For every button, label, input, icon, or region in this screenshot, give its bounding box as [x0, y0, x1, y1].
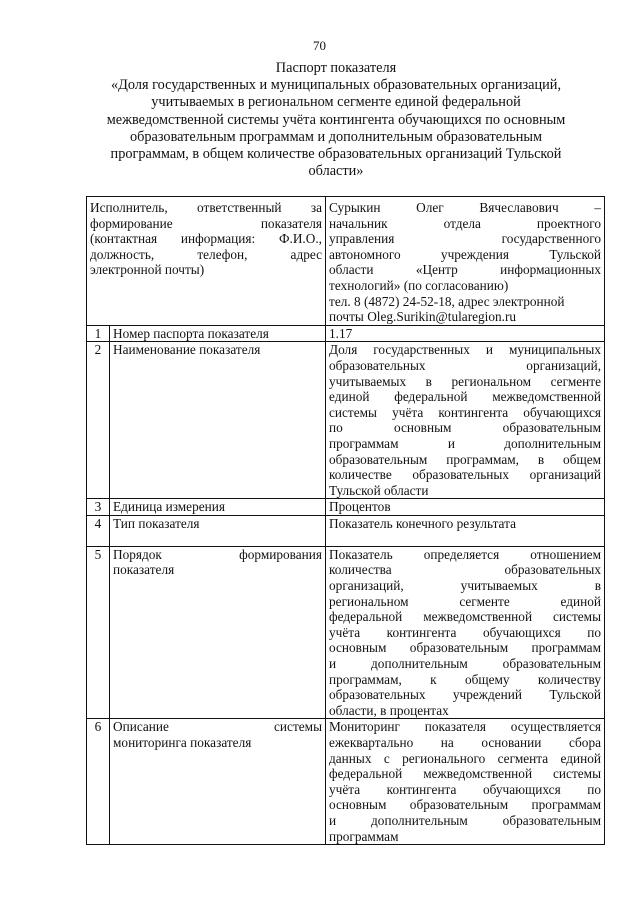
executor-label-line: Исполнитель, ответственный за	[90, 200, 323, 215]
row-value-cell	[326, 499, 605, 516]
row-number-cell: 5	[87, 546, 110, 719]
row-value-line: единой федеральной межведомственной	[329, 389, 602, 405]
executor-label-cell	[87, 197, 326, 326]
row-number-cell: 2	[87, 342, 110, 499]
row-value-cell	[326, 546, 605, 719]
table-row	[87, 719, 605, 845]
executor-label-line: формирование показателя	[90, 215, 323, 231]
executor-value-line: технологий» (по согласованию)	[329, 277, 509, 293]
row-value-line: и дополнительным образовательным	[329, 656, 602, 672]
row-value-cell	[326, 515, 605, 546]
row-value-cell	[326, 325, 605, 342]
executor-value-line: почты Oleg.Surikin@tularegion.ru	[329, 309, 517, 325]
row-value-line: области, в процентах	[329, 702, 449, 718]
row-value-line: федеральной межведомственной системы	[329, 766, 602, 782]
row-value-line: и дополнительным образовательным	[329, 812, 602, 828]
title-line: Паспорт показателя	[275, 60, 397, 76]
row-value-line: основным образовательным программам	[329, 797, 602, 813]
row-value-line: образовательным программам, в общем	[329, 451, 602, 467]
executor-value-line: начальник отдела проектного	[329, 215, 602, 231]
row-value-line: количестве образовательных организаций	[329, 467, 602, 483]
row-value-line: региональном сегменте единой	[329, 593, 602, 609]
row-value-line: учёта контингента обучающихся по	[329, 781, 602, 797]
row-value-line: программам и дополнительным	[329, 435, 602, 451]
row-value-line: образовательных организаций,	[329, 357, 602, 373]
row-value-line: Показатель определяется отношением	[329, 546, 602, 562]
title-line: образовательным программам и дополнительным образовательным	[129, 128, 543, 145]
row-value-line: Показатель конечного результата	[329, 515, 516, 531]
row-label-line: Наименование показателя	[113, 342, 261, 358]
title-line: программам, в общем количестве образовательных организаций Тульской	[110, 146, 562, 163]
row-number-cell: 1	[87, 325, 110, 342]
passport-title	[86, 60, 586, 180]
row-number-cell: 4	[87, 515, 110, 546]
row-number-cell: 3	[87, 499, 110, 516]
row-value-line: Доля государственных и муниципальных	[329, 342, 602, 358]
table-row	[87, 515, 605, 546]
executor-label-line: должность, телефон, адрес	[90, 246, 323, 262]
row-label-cell	[110, 546, 326, 719]
row-value-line: учитываемых в региональном сегменте	[329, 373, 602, 389]
row-label-cell	[110, 499, 326, 516]
row-value-line: по основным образовательным	[329, 420, 602, 436]
row-value-cell	[326, 342, 605, 499]
row-label-line: показателя	[113, 562, 175, 578]
row-label-line: Единица измерения	[113, 499, 225, 515]
title-line: «Доля государственных и муниципальных образовательных организаций,	[110, 77, 562, 94]
row-label-line: Порядок формирования	[113, 546, 323, 562]
executor-value-line: области «Центр информационных	[329, 262, 602, 278]
row-label-line: Тип показателя	[113, 515, 200, 531]
row-value-line: 1.17	[329, 325, 353, 341]
title-line: учитываемых в региональном сегменте единой федеральной	[151, 94, 521, 111]
row-value-line: федеральной межведомственной системы	[329, 609, 602, 625]
row-value-line: Тульской области	[329, 482, 429, 498]
row-value-line: данных с регионального сегмента единой	[329, 750, 602, 766]
row-number-cell: 6	[87, 719, 110, 845]
executor-row	[87, 197, 605, 326]
executor-value-line: тел. 8 (4872) 24-52-18, адрес электронной	[329, 293, 565, 309]
passport-table-body	[87, 197, 605, 845]
row-value-line: количества образовательных	[329, 562, 602, 578]
title-line: области»	[308, 163, 364, 180]
row-value-line: программам, к общему количеству	[329, 671, 602, 687]
row-label-line: мониторинга показателя	[113, 735, 252, 750]
row-label-line: Номер паспорта показателя	[113, 325, 269, 341]
row-label-cell	[110, 342, 326, 499]
row-value-cell	[326, 719, 605, 845]
row-value-line: программам	[329, 828, 399, 844]
passport-table	[86, 196, 605, 845]
row-value-line: учёта контингента обучающихся по	[329, 624, 602, 640]
table-row	[87, 546, 605, 719]
table-row	[87, 499, 605, 516]
executor-value-cell	[326, 197, 605, 326]
row-label-cell	[110, 325, 326, 342]
row-value-line: образовательных учреждений Тульской	[329, 687, 602, 703]
row-value-line: Процентов	[329, 499, 391, 515]
row-value-line: ежеквартально на основании сбора	[329, 735, 602, 750]
row-value-line: Мониторинг показателя осуществляется	[329, 719, 602, 735]
executor-value-line: управления государственного	[329, 231, 602, 247]
executor-label-line: (контактная информация: Ф.И.О.,	[90, 231, 323, 247]
title-line: межведомственной системы учёта контингента обучающихся по основным	[106, 111, 566, 128]
row-value-line: организаций, учитываемых в	[329, 578, 602, 594]
row-label-cell	[110, 515, 326, 546]
executor-value-line: автономного учреждения Тульской	[329, 246, 602, 262]
row-label-cell	[110, 719, 326, 845]
page-number: 70	[313, 38, 326, 53]
table-row	[87, 342, 605, 499]
row-value-line: основным образовательным программам	[329, 640, 602, 656]
executor-label-line: электронной почты)	[90, 262, 205, 278]
executor-value-line: Сурыкин Олег Вячеславович –	[329, 200, 602, 215]
row-label-line: Описание системы	[113, 719, 323, 735]
row-value-line: системы учёта контингента обучающихся	[329, 404, 602, 420]
table-row	[87, 325, 605, 342]
